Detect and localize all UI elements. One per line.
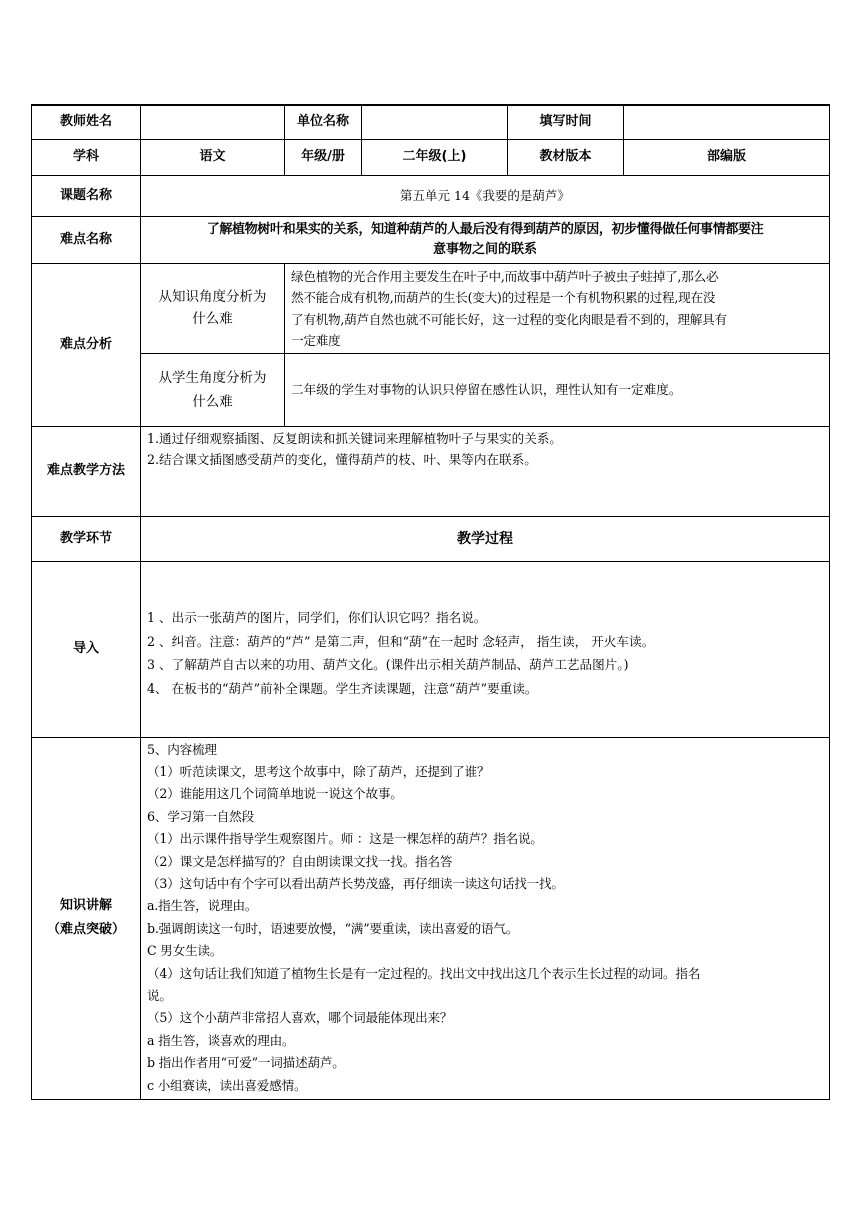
knowledge-line: （3）这句话中有个字可以看出葫芦长势茂盛，再仔细读一读这句话找一找。 [147,875,564,891]
lesson-label: 课题名称 [32,175,141,216]
difficulty-line-1: 了解植物树叶和果实的关系，知道种葫芦的人最后没有得到葫芦的原因，初步懂得做任何事情都要注 [206,221,764,237]
lesson-plan-table [31,104,830,1100]
knowledge-line: 绿色植物的光合作用主要发生在叶子中,而故事中葫芦叶子被虫子蛀掉了,那么必 [291,268,719,284]
knowledge-line: （1）出示课件指导学生观察图片。师 ：这是一棵怎样的葫芦？指名说。 [147,831,543,847]
difficulty-row [32,216,830,263]
method-line: 2.结合课文插图感受葫芦的变化，懂得葫芦的枝、叶、果等内在联系。 [147,451,537,467]
knowledge-line: a.指生答，说理由。 [147,898,258,914]
analysis-student-row [32,353,830,426]
difficulty-line-2: 意事物之间的联系 [432,241,537,257]
difficulty-value [141,216,830,263]
knowledge-line: （4）这句话让我们知道了植物生长是有一定过程的。找出文中找出这几个表示生长过程的动词。指名 [147,965,701,981]
student-angle-label-line1: 从学生角度分析为 [158,369,267,386]
unit-name-label: 单位名称 [285,105,362,139]
method-text [141,426,830,516]
teacher-name-value [141,105,285,139]
subject-value: 语文 [141,139,285,175]
edition-label: 教材版本 [508,139,624,175]
grade-value: 二年级(上) [362,139,508,175]
knowledge-line: （2）谁能用这几个词简单地说一说这个故事。 [147,786,403,802]
intro-line: 1 、出示一张葫芦的图片，同学们，你们认识它吗？指名说。 [147,610,487,625]
fill-time-value [624,105,830,139]
analysis-knowledge-row [32,263,830,353]
edition-value: 部编版 [624,139,830,175]
knowledge-angle-text [285,263,830,353]
knowledge-line: c 小组赛读，读出喜爱感情。 [147,1077,307,1093]
difficulty-label: 难点名称 [32,216,141,263]
subject-row [32,139,830,175]
process-header-row [32,516,830,561]
knowledge-line: 说。 [147,987,172,1003]
intro-line: 2 、纠音。注意：葫芦的“芦” 是第二声，但和“葫”在一起时 念轻声， 指生读， 开火车读。 [147,633,655,649]
knowledge-label-line2: （难点突破） [46,922,125,937]
grade-label: 年级/册 [285,139,362,175]
teacher-name-label: 教师姓名 [32,105,141,139]
stage-header: 教学环节 [32,516,141,561]
intro-text [141,561,830,737]
knowledge-line: a 指生答，谈喜欢的理由。 [147,1032,295,1048]
knowledge-line: （5）这个小葫芦非常招人喜欢，哪个词最能体现出来？ [147,1010,453,1026]
knowledge-angle-label [141,263,285,353]
knowledge-line: （1）听范读课文，思考这个故事中，除了葫芦，还提到了谁？ [147,763,490,779]
method-line: 1.通过仔细观察插图、反复朗读和抓关键词来理解植物叶子与果实的关系。 [147,430,563,446]
subject-label: 学科 [32,139,141,175]
knowledge-line: （2）课文是怎样描写的？自由朗读课文找一找。指名答 [147,853,453,869]
knowledge-angle-label-line2: 什么难 [192,311,233,327]
header-row [32,105,830,139]
lesson-row [32,175,830,216]
knowledge-angle-label-line1: 从知识角度分析为 [158,289,267,305]
intro-line: 4、 在板书的“葫芦”前补全课题。学生齐读课题，注意“葫芦”要重读。 [147,680,538,696]
knowledge-row [32,737,830,1099]
analysis-label: 难点分析 [32,263,141,426]
student-angle-text: 二年级的学生对事物的认识只停留在感性认识，理性认知有一定难度。 [285,353,830,426]
knowledge-label-line1: 知识讲解 [59,898,112,913]
intro-row [32,561,830,737]
knowledge-line: b 指出作者用“可爱”一词描述葫芦。 [147,1055,345,1071]
knowledge-line: b.强调朗读这一句时，语速要放慢，“满”要重读，读出喜爱的语气。 [147,920,519,936]
knowledge-line: 5、内容梳理 [147,741,217,757]
student-angle-label [141,353,285,426]
knowledge-text [141,737,830,1099]
fill-time-label: 填写时间 [508,105,624,139]
lesson-title: 第五单元 14《我要的是葫芦》 [141,175,830,216]
intro-label: 导入 [32,561,141,737]
knowledge-label [32,737,141,1099]
knowledge-line: C 男女生读。 [147,943,223,959]
unit-name-value [362,105,508,139]
student-angle-label-line2: 什么难 [192,393,233,410]
knowledge-line: 一定难度 [291,333,341,348]
knowledge-line: 了有机物,葫芦自然也就不可能长好，这一过程的变化肉眼是看不到的，理解具有 [291,311,727,327]
knowledge-line: 然不能合成有机物,而葫芦的生长(变大)的过程是一个有机物积累的过程,现在没 [291,290,716,305]
intro-line: 3 、了解葫芦自古以来的功用、葫芦文化。(课件出示相关葫芦制品、葫芦工艺品图片。) [147,657,629,672]
knowledge-line: 6、学习第一自然段 [147,808,254,824]
method-label: 难点教学方法 [32,426,141,516]
method-row [32,426,830,516]
process-header: 教学过程 [141,516,830,561]
